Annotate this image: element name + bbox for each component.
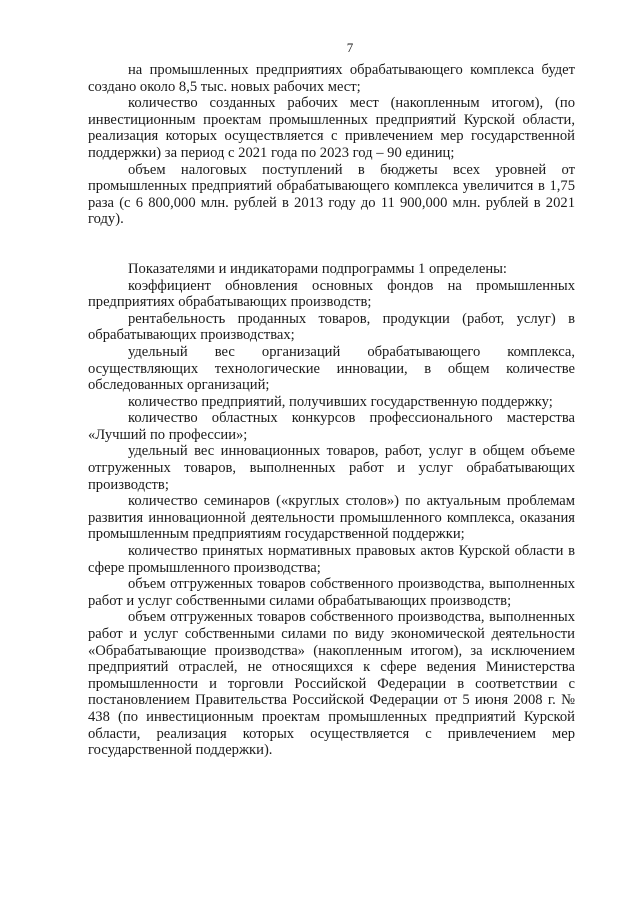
paragraph: на промышленных предприятиях обрабатывающего комплекса будет создано около 8,5 тыс. новых рабочих мест; [88,62,575,95]
list-item: количество семинаров («круглых столов») по актуальным проблемам развития инновационной деятельности промышленного комплекса, оказания промышленным предприятиям государственной поддержки; [88,493,575,543]
page-number: 7 [346,40,354,55]
paragraph-gap [88,228,575,261]
paragraph: объем налоговых поступлений в бюджеты всех уровней от промышленных предприятий обрабатывающего комплекса увеличится в 1,75 раза (с 6 800,000 млн. рублей в 2013 году до 11 900,000 млн. рублей в 2021 году). [88,161,575,228]
list-item: объем отгруженных товаров собственного производства, выполненных работ и услуг собственными силами по виду экономической деятельности «Обрабатывающие производства» (накопленным итогом), за исключением предприятий отраслей, не относящихся к сфере ведения Министерства промышленности и торговли Российской Федерации в соответствии с постановлением Правительства Российской Федерации от 5 июня 2008 г. № 438 (по инвестиционным проектам промышленных предприятий Курской области, реализация которых осуществляется с привлечением мер государственной поддержки). [88,609,575,759]
paragraph: количество созданных рабочих мест (накопленным итогом), (по инвестиционным проектам промышленных предприятий Курской области, реализация которых осуществляется с привлечением мер государственной поддержки) за период с 2021 года по 2023 год – 90 единиц; [88,95,575,161]
section-intro: Показателями и индикаторами подпрограммы 1 определены: [128,260,507,277]
list-item: количество предприятий, получивших государственную поддержку; [128,393,553,410]
list-item: удельный вес организаций обрабатывающего комплекса, осуществляющих технологические инновации, в общем количестве обследованных организаций; [88,343,575,394]
document-body [88,62,575,759]
list-item: коэффициент обновления основных фондов на промышленных предприятиях обрабатывающих производств; [88,277,575,311]
list-item: удельный вес инновационных товаров, работ, услуг в общем объеме отгруженных товаров, выполненных работ и услуг обрабатывающих производств; [88,443,575,493]
list-item: рентабельность проданных товаров, продукции (работ, услуг) в обрабатывающих производствах; [88,310,575,344]
list-item: объем отгруженных товаров собственного производства, выполненных работ и услуг собственными силами обрабатывающих производств; [88,576,575,609]
list-item: количество принятых нормативных правовых актов Курской области в сфере промышленного производства; [88,543,575,576]
list-item: количество областных конкурсов профессионального мастерства «Лучший по профессии»; [88,410,575,443]
